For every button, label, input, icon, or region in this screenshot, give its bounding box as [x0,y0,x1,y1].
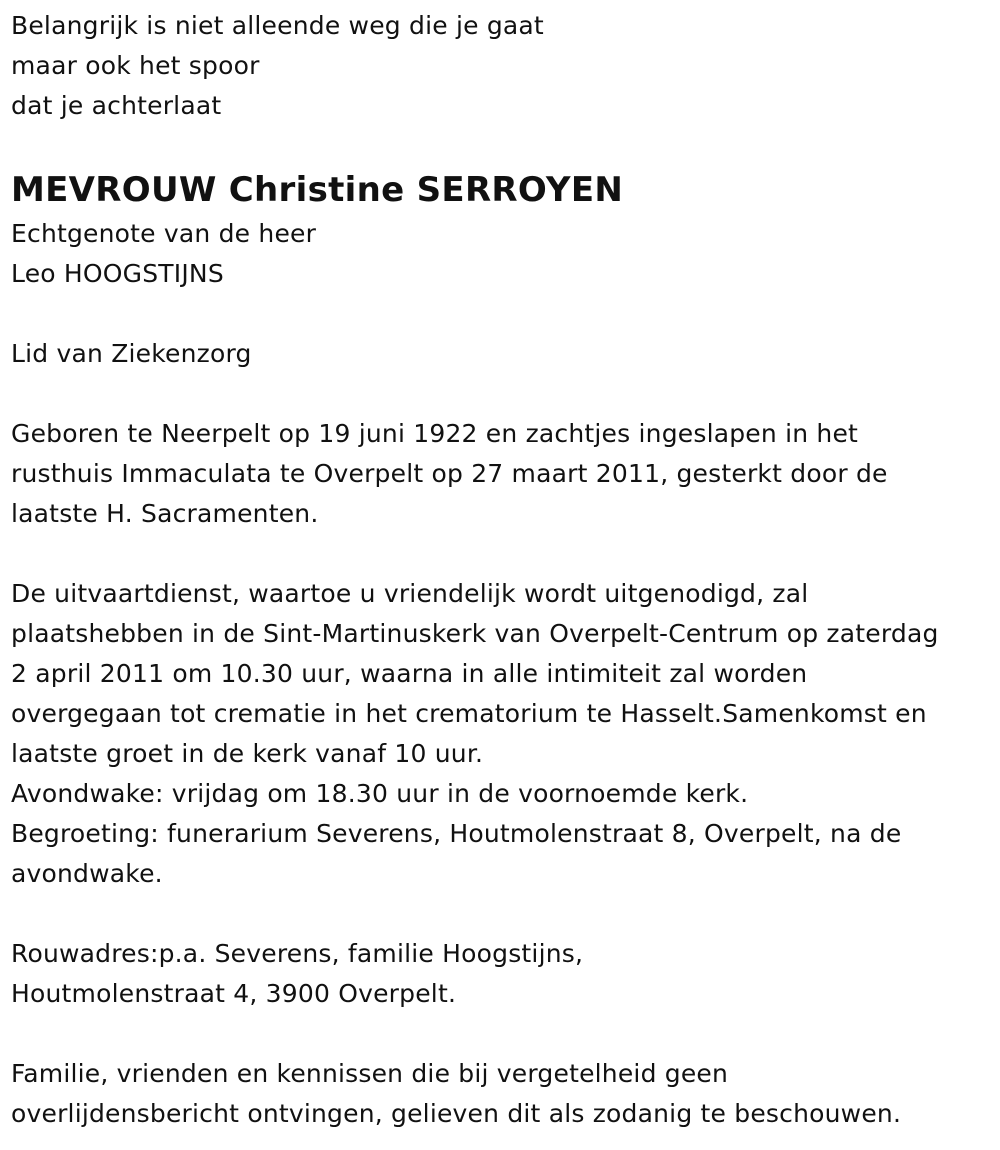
motto-line: maar ook het spoor [11,51,260,80]
address-line: Rouwadres:p.a. Severens, familie Hoogstijns, [11,939,584,968]
address-line: Houtmolenstraat 4, 3900 Overpelt. [11,979,457,1008]
paragraph-line: De uitvaartdienst, waartoe u vriendelijk wordt uitgenodigd, zal [11,579,809,608]
deceased-name: MEVROUW Christine SERROYEN [11,170,624,210]
motto [11,6,996,126]
paragraph-line: Familie, vrienden en kennissen die bij vergetelheid geen [11,1059,729,1088]
motto-line: Belangrijk is niet alleende weg die je gaat [11,11,544,40]
spouse-info [11,214,996,294]
membership: Lid van Ziekenzorg [11,339,252,368]
motto-line: dat je achterlaat [11,91,222,120]
funeral-paragraph [11,574,996,894]
paragraph-line: plaatshebben in de Sint-Martinuskerk van Overpelt-Centrum op zaterdag [11,619,939,648]
paragraph-line: avondwake. [11,859,163,888]
birth-death-paragraph [11,414,996,534]
paragraph-line: rusthuis Immaculata te Overpelt op 27 maart 2011, gesterkt door de [11,459,888,488]
obituary-notice [11,6,996,1134]
paragraph-line: laatste groet in de kerk vanaf 10 uur. [11,739,484,768]
paragraph-line: overgegaan tot crematie in het crematorium te Hasselt.Samenkomst en [11,699,927,728]
paragraph-line: overlijdensbericht ontvingen, gelieven dit als zodanig te beschouwen. [11,1099,902,1128]
paragraph-line: Avondwake: vrijdag om 18.30 uur in de voornoemde kerk. [11,779,749,808]
paragraph-line: laatste H. Sacramenten. [11,499,319,528]
closing-paragraph [11,1054,996,1134]
spouse-line: Echtgenote van de heer [11,219,317,248]
paragraph-line: Begroeting: funerarium Severens, Houtmolenstraat 8, Overpelt, na de [11,819,902,848]
spouse-line: Leo HOOGSTIJNS [11,259,224,288]
paragraph-line: 2 april 2011 om 10.30 uur, waarna in alle intimiteit zal worden [11,659,808,688]
paragraph-line: Geboren te Neerpelt op 19 juni 1922 en zachtjes ingeslapen in het [11,419,859,448]
mourning-address [11,934,996,1014]
